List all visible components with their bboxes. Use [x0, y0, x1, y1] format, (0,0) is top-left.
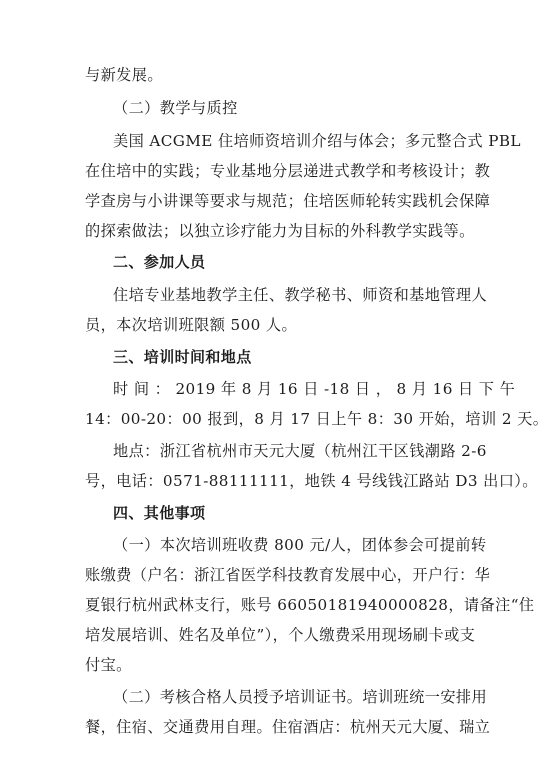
paragraph-line: 号，电话：0571-88111111，地铁 4 号线钱江路站 D3 出口）。 — [85, 472, 538, 490]
paragraph-line: 时 间 ： 2019 年 8 月 16 日 -18 日 ， 8 月 16 日 下 午 — [113, 380, 516, 398]
paragraph-line: 住培专业基地教学主任、教学秘书、师资和基地管理人 — [113, 286, 488, 304]
paragraph-line: 地点：浙江省杭州市天元大厦（杭州江干区钱潮路 2-6 — [113, 442, 487, 460]
paragraph-line: （一）本次培训班收费 800 元/人，团体参会可提前转 — [113, 536, 487, 554]
section-heading-time-place: 三、培训时间和地点 — [113, 348, 252, 366]
paragraph-line: 夏银行杭州武林支行，账号 66050181940000828，请备注“住 — [85, 596, 535, 614]
paragraph-line: （二）考核合格人员授予培训证书。培训班统一安排用 — [113, 688, 488, 706]
paragraph-line: 培发展培训、姓名及单位”），个人缴费采用现场刷卡或支 — [85, 626, 476, 644]
paragraph-continuation: 与新发展。 — [85, 66, 163, 84]
section-heading-other: 四、其他事项 — [113, 504, 206, 522]
paragraph-line: 的探索做法；以独立诊疗能力为目标的外科教学实践等。 — [85, 222, 475, 240]
paragraph-line: 在住培中的实践；专业基地分层递进式教学和考核设计；教 — [85, 162, 491, 180]
paragraph-line: 学查房与小讲课等要求与规范；住培医师轮转实践机会保障 — [85, 192, 491, 210]
paragraph-line: 员，本次培训班限额 500 人。 — [85, 316, 298, 334]
paragraph-line: 餐，住宿、交通费用自理。住宿酒店：杭州天元大厦、瑞立 — [85, 718, 491, 736]
section-heading-participants: 二、参加人员 — [113, 253, 206, 271]
subsection-heading-teaching-quality: （二）教学与质控 — [113, 99, 238, 117]
paragraph-line: 付宝。 — [85, 656, 132, 674]
paragraph-line: 账缴费（户名：浙江省医学科技教育发展中心，开户行：华 — [85, 566, 491, 584]
paragraph-line: 14：00-20：00 报到，8 月 17 日上午 8：30 开始，培训 2 天。 — [85, 410, 548, 428]
paragraph-line: 美国 ACGME 住培师资培训介绍与体会；多元整合式 PBL — [113, 132, 521, 150]
